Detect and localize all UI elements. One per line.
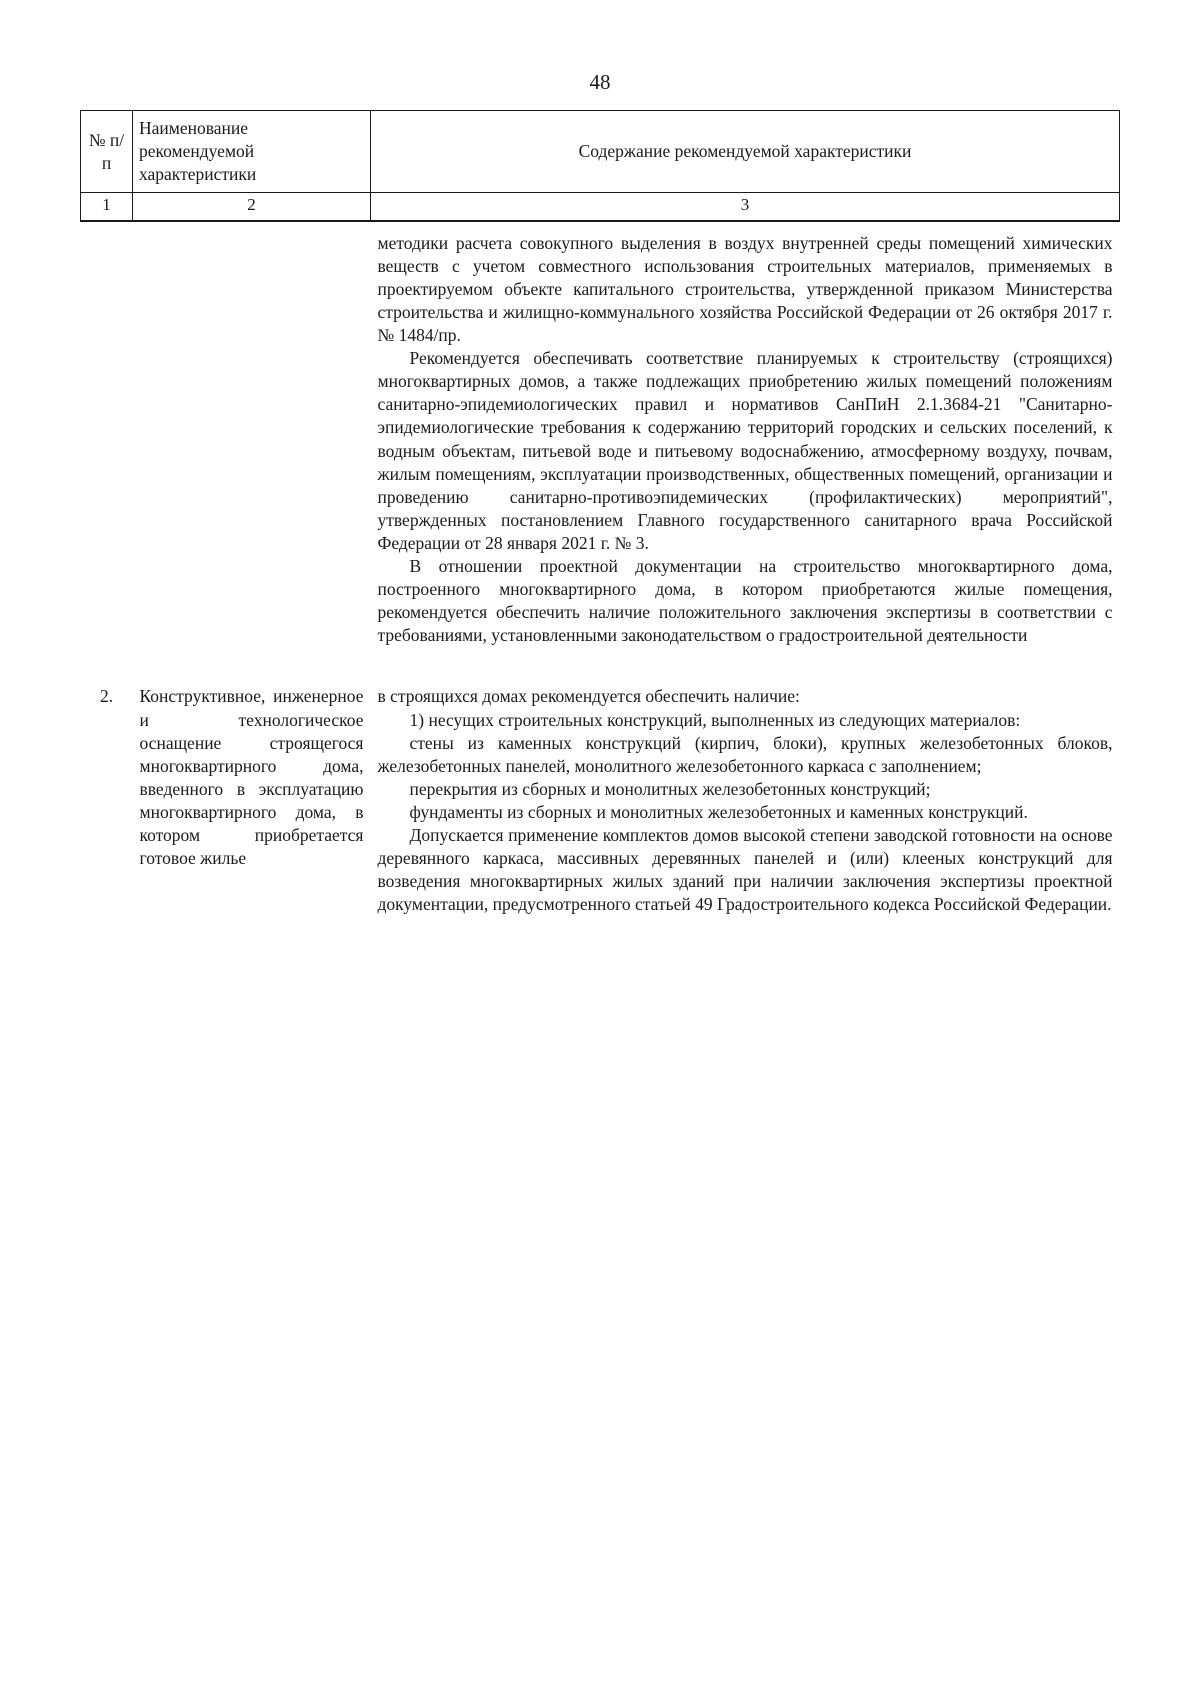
table-header-row bbox=[81, 111, 1120, 193]
row2-content bbox=[371, 649, 1120, 918]
paragraph: в строящихся домах рекомендуется обеспечить наличие: bbox=[377, 686, 800, 707]
column-number-1: 1 bbox=[81, 193, 133, 221]
row1-name bbox=[133, 221, 371, 650]
column-number-3: 3 bbox=[371, 193, 1120, 221]
paragraph: Рекомендуется обеспечивать соответствие планируемых к строительству (строящихся) многоквартирных домов, а также подлежащих приобретению жилых помещений положениям санитарно-эпидемиологических правил и нормативов СанПиН 2.1.3684-21 "Санитарно-эпидемиологические требования к содержанию территорий городских и сельских поселений, к водным объектам, питьевой воде и питьевому водоснабжению, атмосферному воздуху, почвам, жилым помещениям, эксплуатации производственных, общественных помещений, организации и проведению санитарно-противоэпидемических (профилактических) мероприятий", утвержденных постановлением Главного государственного санитарного врача Российской Федерации от 28 января 2021 г. № 3. bbox=[377, 348, 1113, 553]
table-row bbox=[81, 221, 1120, 650]
paragraph: стены из каменных конструкций (кирпич, блоки), крупных железобетонных блоков, железобетонных панелей, монолитного железобетонного каркаса с заполнением; bbox=[377, 732, 1113, 776]
paragraph: перекрытия из сборных и монолитных железобетонных конструкций; bbox=[409, 778, 931, 799]
paragraph: 1) несущих строительных конструкций, выполненных из следующих материалов: bbox=[409, 709, 1021, 730]
header-name: Наименование рекомендуемой характеристики bbox=[133, 111, 371, 193]
page-number: 48 bbox=[589, 70, 611, 94]
row2-num: 2. bbox=[99, 686, 114, 707]
characteristics-table bbox=[80, 110, 1120, 918]
paragraph: В отношении проектной документации на строительство многоквартирного дома, построенного многоквартирного дома, в котором приобретаются жилые помещения, рекомендуется обеспечить наличие положительного заключения экспертизы в соответствии с требованиями, установленными законодательством о градостроительной деятельности bbox=[377, 556, 1113, 646]
table-row bbox=[81, 649, 1120, 918]
row1-content bbox=[371, 221, 1120, 650]
header-content: Содержание рекомендуемой характеристики bbox=[371, 111, 1120, 193]
column-numbers-row bbox=[81, 193, 1120, 221]
row1-num bbox=[81, 221, 133, 650]
row2-name: Конструктивное, инженерное и технологическое оснащение строящегося многоквартирного дома, введенного в эксплуатацию многоквартирного дома, в котором приобретается готовое жилье bbox=[139, 686, 364, 869]
paragraph: Допускается применение комплектов домов высокой степени заводской готовности на основе деревянного каркаса, массивных деревянных панелей и (или) клееных конструкций для возведения многоквартирных жилых зданий при наличии заключения экспертизы проектной документации, предусмотренного статьей 49 Градостроительного кодекса Российской Федерации. bbox=[377, 824, 1113, 915]
paragraph: фундаменты из сборных и монолитных железобетонных и каменных конструкций. bbox=[409, 801, 1028, 822]
paragraph: методики расчета совокупного выделения в воздух внутренней среды помещений химических веществ с учетом совместного использования строительных материалов, применяемых в проектируемом объекте капитального строительства, утвержденной приказом Министерства строительства и жилищно-коммунального хозяйства Российской Федерации от 26 октября 2017 г. № 1484/пр. bbox=[377, 232, 1113, 346]
column-number-2: 2 bbox=[133, 193, 371, 221]
header-num: № п/п bbox=[81, 111, 133, 193]
